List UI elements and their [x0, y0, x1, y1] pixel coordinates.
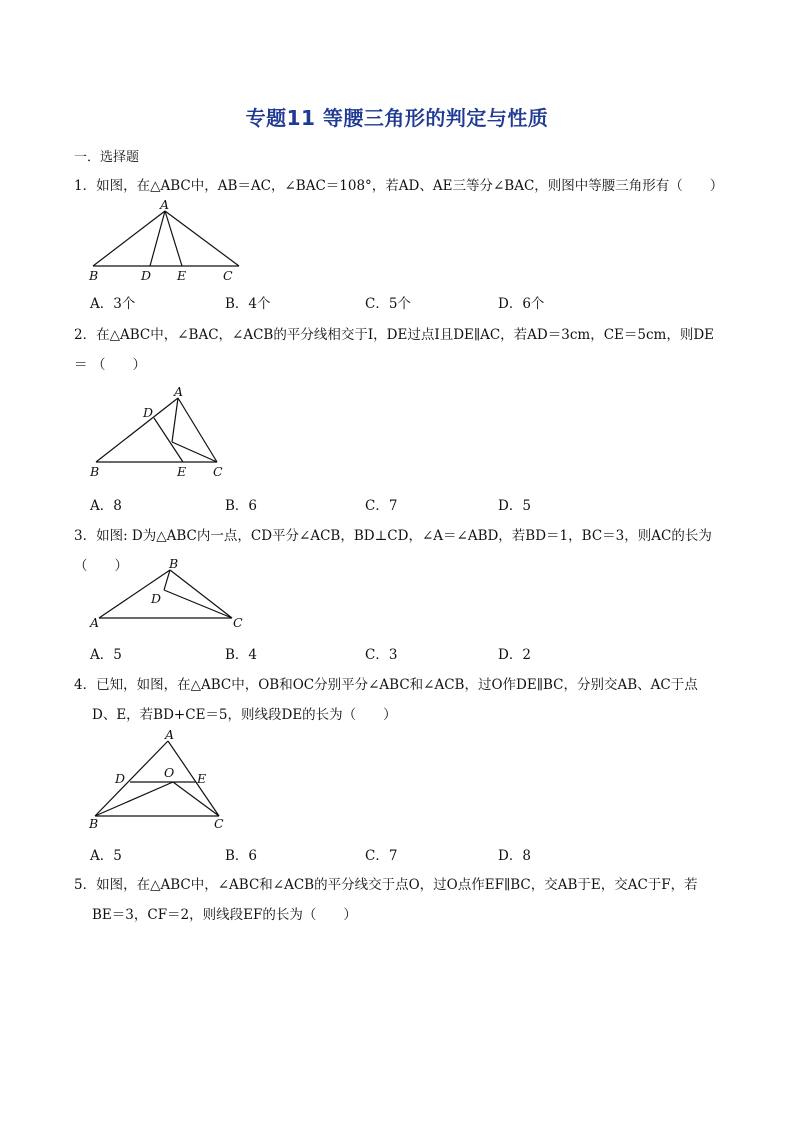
option-c[interactable]: C．7 — [365, 498, 398, 514]
option-a[interactable]: A．8 — [90, 498, 122, 514]
question-text: 如图，在△ABC中，AB＝AC，∠BAC＝108°，若AD、AE三等分∠BAC，则图中等腰三角形有（ ） — [96, 178, 724, 194]
question-1 — [74, 171, 726, 201]
option-a[interactable]: A．5 — [90, 647, 122, 663]
point-label: B — [90, 464, 100, 479]
option-c[interactable]: C．7 — [365, 848, 398, 864]
point-label: A — [160, 197, 170, 212]
question-text: 如图，在△ABC中，∠ABC和∠ACB的平分线交于点O，过O点作EF∥BC，交AB于E，交AC于F，若 — [96, 877, 698, 893]
point-label: E — [177, 268, 187, 283]
segment-ai — [172, 398, 178, 442]
question-text-cont: BE＝3，CF＝2，则线段EF的长为（ ） — [92, 907, 357, 923]
segment-ad — [150, 211, 165, 266]
point-label: B — [89, 816, 99, 831]
option-d[interactable]: D．5 — [498, 498, 531, 514]
point-label: D — [141, 268, 152, 283]
option-b[interactable]: B．4 — [225, 647, 258, 663]
point-label: B — [169, 556, 179, 571]
point-label: D — [151, 591, 162, 606]
segment-ab — [93, 211, 165, 266]
segment-bc — [170, 570, 232, 618]
point-label: E — [177, 464, 187, 479]
option-d[interactable]: D．6个 — [498, 296, 545, 312]
point-label: D — [143, 405, 154, 420]
question-2 — [74, 320, 726, 380]
option-b[interactable]: B．6 — [225, 848, 258, 864]
figure-4 — [86, 727, 236, 835]
figure-2 — [86, 385, 236, 481]
question-number: 4． — [74, 677, 97, 693]
segment-bo — [95, 782, 173, 816]
question-number: 3． — [74, 528, 97, 544]
option-a[interactable]: A．5 — [90, 848, 122, 864]
option-c[interactable]: C．3 — [365, 647, 398, 663]
point-label: D — [115, 771, 126, 786]
question-5 — [74, 870, 726, 923]
question-4 — [74, 670, 726, 723]
point-label: C — [233, 615, 243, 630]
point-label: C — [214, 816, 224, 831]
segment-ac — [168, 741, 219, 816]
point-label: B — [89, 268, 99, 283]
option-b[interactable]: B．6 — [225, 498, 258, 514]
point-label: C — [223, 268, 233, 283]
segment-ac — [178, 398, 217, 462]
segment-ab — [95, 741, 168, 816]
question-number: 1． — [74, 178, 97, 194]
option-d[interactable]: D．2 — [498, 647, 531, 663]
segment-dc — [164, 590, 232, 618]
option-a[interactable]: A．3个 — [90, 296, 136, 312]
segment-ae — [165, 211, 182, 266]
point-label: C — [213, 464, 223, 479]
option-b[interactable]: B．4个 — [225, 296, 271, 312]
page-title: 专题11 等腰三角形的判定与性质 — [245, 106, 549, 130]
segment-oc — [173, 782, 219, 816]
question-text-cont: D、E，若BD+CE＝5，则线段DE的长为（ ） — [92, 707, 397, 723]
option-c[interactable]: C．5个 — [365, 296, 411, 312]
figure-1 — [86, 197, 246, 284]
question-text-cont: （ ） — [92, 357, 146, 373]
figure-3 — [86, 554, 246, 632]
point-label: A — [90, 615, 100, 630]
question-number: 5． — [74, 877, 97, 893]
option-d[interactable]: D．8 — [498, 848, 531, 864]
question-text: 在△ABC中，∠BAC，∠ACB的平分线相交于I，DE过点I且DE∥AC，若AD＝3cm，CE＝5cm，则DE＝ — [74, 327, 715, 373]
section-heading: 一．选择题 — [74, 150, 140, 165]
question-text: 如图: D为△ABC内一点，CD平分∠ACB，BD⊥CD，∠A＝∠ABD，若BD＝1，BC＝3，则AC的长为（ ） — [74, 528, 712, 574]
segment-de — [154, 418, 183, 462]
point-label: E — [197, 771, 207, 786]
point-label: A — [174, 384, 184, 399]
segment-ab — [96, 398, 178, 462]
question-number: 2． — [74, 327, 97, 343]
question-text: 已知，如图，在△ABC中，OB和OC分别平分∠ABC和∠ACB，过O作DE∥BC，分别交AB、AC于点 — [96, 677, 698, 693]
segment-ac — [165, 211, 239, 266]
point-label: A — [165, 727, 175, 742]
point-label: O — [164, 765, 175, 780]
